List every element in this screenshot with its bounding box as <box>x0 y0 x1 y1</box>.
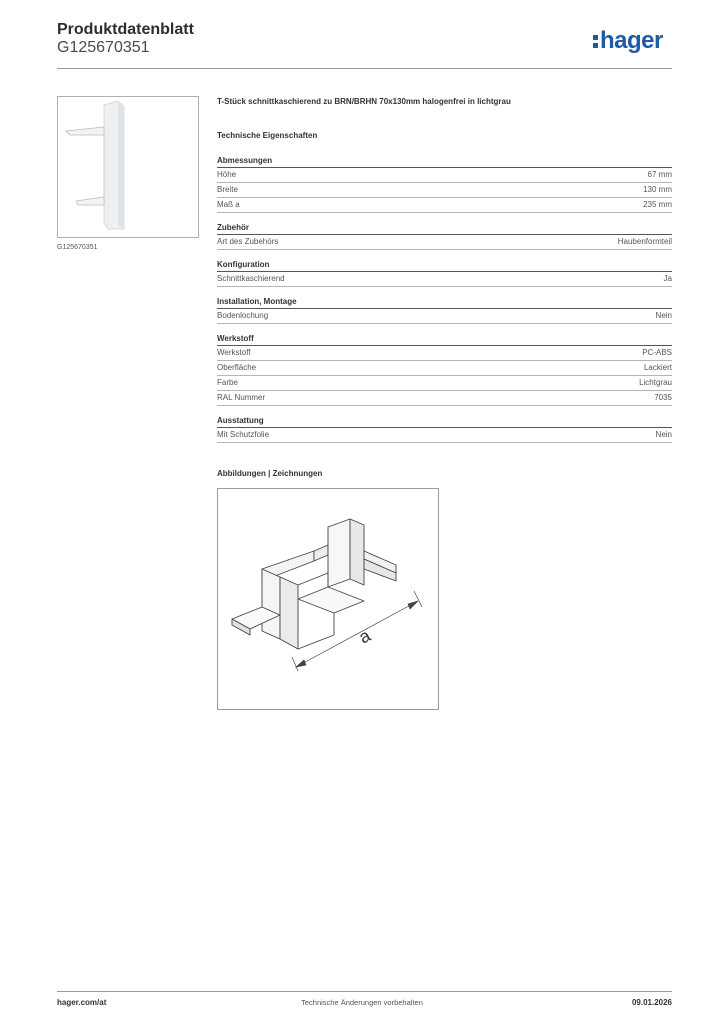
property-label: Höhe <box>217 170 237 179</box>
property-value: Nein <box>655 430 672 439</box>
tech-properties-heading: Technische Eigenschaften <box>217 131 318 140</box>
property-label: Maß a <box>217 200 240 209</box>
section-abmessungen <box>217 155 672 213</box>
property-value: Ja <box>663 274 672 283</box>
property-value: PC-ABS <box>642 348 672 357</box>
property-row <box>217 346 672 361</box>
section-werkstoff <box>217 333 672 406</box>
product-title: T-Stück schnittkaschierend zu BRN/BRHN 70x130mm halogenfrei in lichtgrau <box>217 97 511 106</box>
section-title: Konfiguration <box>217 259 672 272</box>
properties-list <box>217 155 672 452</box>
logo-colon-icon <box>593 33 598 49</box>
property-label: Mit Schutzfolie <box>217 430 270 439</box>
product-image-caption: G125670351 <box>57 244 98 251</box>
footer-date: 09.01.2026 <box>631 998 672 1007</box>
header-divider <box>57 68 672 69</box>
property-label: Art des Zubehörs <box>217 237 279 246</box>
property-row <box>217 376 672 391</box>
property-row <box>217 361 672 376</box>
property-value: Haubenformteil <box>617 237 672 246</box>
property-value: Lichtgrau <box>639 378 672 387</box>
property-row <box>217 183 672 198</box>
property-value: 67 mm <box>647 170 672 179</box>
t-piece-photo-icon <box>58 97 198 237</box>
property-row <box>217 309 672 324</box>
property-label: Schnittkaschierend <box>217 274 285 283</box>
property-row <box>217 235 672 250</box>
article-number: G125670351 <box>57 39 150 56</box>
page-title: Produktdatenblatt <box>57 21 194 38</box>
property-value: 235 mm <box>643 200 672 209</box>
property-label: Farbe <box>217 378 238 387</box>
figures-heading: Abbildungen | Zeichnungen <box>217 469 323 478</box>
section-installation <box>217 296 672 324</box>
section-title: Ausstattung <box>217 415 672 428</box>
product-image <box>57 96 199 238</box>
footer-website-link[interactable]: hager.com/at <box>57 998 107 1007</box>
section-zubehoer <box>217 222 672 250</box>
section-title: Abmessungen <box>217 155 672 168</box>
property-label: Breite <box>217 185 238 194</box>
section-konfiguration <box>217 259 672 287</box>
t-piece-drawing-icon <box>218 489 438 709</box>
logo-text: hager <box>600 27 663 54</box>
section-title: Installation, Montage <box>217 296 672 309</box>
dimension-label-a: a <box>355 625 374 648</box>
property-row <box>217 391 672 406</box>
section-title: Werkstoff <box>217 333 672 346</box>
footer-notice: Technische Änderungen vorbehalten <box>301 998 423 1007</box>
section-ausstattung <box>217 415 672 443</box>
property-label: RAL Nummer <box>217 393 266 402</box>
section-title: Zubehör <box>217 222 672 235</box>
property-value: Nein <box>655 311 672 320</box>
technical-drawing <box>217 488 439 710</box>
property-row <box>217 428 672 443</box>
property-row <box>217 272 672 287</box>
property-value: 130 mm <box>643 185 672 194</box>
property-value: 7035 <box>654 393 672 402</box>
property-label: Oberfläche <box>217 363 257 372</box>
property-value: Lackiert <box>643 363 672 372</box>
footer-divider <box>57 991 672 992</box>
property-label: Bodenlochung <box>217 311 269 320</box>
property-label: Werkstoff <box>217 348 251 357</box>
hager-logo <box>593 27 663 55</box>
property-row <box>217 198 672 213</box>
property-row <box>217 168 672 183</box>
